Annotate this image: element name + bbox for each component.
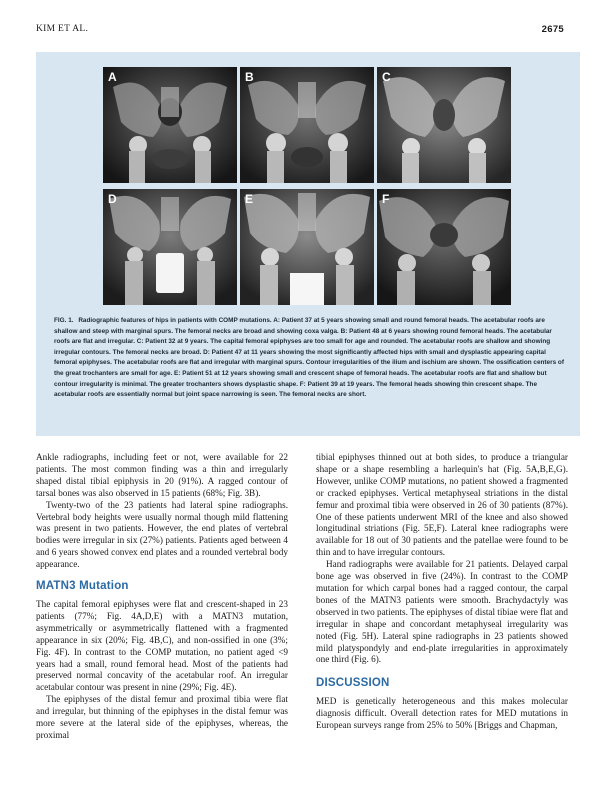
pelvis-xray-image: [377, 67, 511, 183]
figure-caption-label: FIG. 1.: [54, 317, 74, 324]
radiograph-panel-d: [103, 189, 237, 305]
left-column: [36, 452, 288, 742]
page-number: 2675: [541, 24, 564, 35]
panel-label-a: A: [108, 70, 117, 84]
paragraph: Ankle radiographs, including feet or not, were available for 22 patients. The most common finding was a thin and irregularly shaped distal tibial epiphysis in 20 (91%). A ragged contour of tarsal bones was also observed in 15 patients (68%; Fig. 3B).: [36, 452, 288, 498]
pelvis-xray-image: [240, 189, 374, 305]
panel-label-d: D: [108, 192, 117, 206]
paragraph: tibial epiphyses thinned out at both sides, to produce a triangular shape or a shape resembling a harlequin's hat (Fig. 5A,B,E,G). However, unlike COMP mutations, no patient showed a fragmented or cracked epiphyses. Vertical metaphyseal striations in the distal femur and proximal tibia were observed in 26 of 30 patients (87%). One of these patients underwent MRI of the knee and also showed longitudinal striations (Fig. 5E,F). Lateral knee radiographs were available for 18 out of 30 patients and the patellae were found to be thin and to have irregular contours.: [316, 452, 568, 558]
right-column: [316, 452, 568, 732]
paragraph: Twenty-two of the 23 patients had lateral spine radiographs. Vertebral body heights were usually normal though mild flattening was present in two patients. However, the end plates of vertebral bodies were irregular in six (27%) patients. Patients aged between 4 and 6 years showed convex end plates and a rounded vertebral body appearance.: [36, 499, 288, 570]
pelvis-xray-image: [103, 67, 237, 183]
radiograph-grid: [103, 67, 512, 305]
paragraph: The capital femoral epiphyses were flat and crescent-shaped in 23 patients (77%; Fig. 4A,D,E) with a MATN3 mutation, asymmetrically or asymmetrically flattened with a fragmented appearance in six (20%; Fig. 4B,C), and non-ossified in one (3%; Fig. 4F). In contrast to the COMP mutation, no patient aged <9 years had a small, round femoral head. Most of the patients had preserved normal concavity of the acetabular roof. An irregular acetabular contour was present in nine (29%; Fig. 4E).: [36, 598, 288, 693]
radiograph-panel-e: [240, 189, 374, 305]
running-head: [36, 24, 564, 38]
radiograph-panel-a: [103, 67, 237, 183]
figure-caption: [54, 316, 564, 401]
paragraph: Hand radiographs were available for 21 patients. Delayed carpal bone age was observed in five (24%). In contrast to the COMP mutation for which carpal bones had a ragged contour, the carpal bones of the MATN3 patients were smooth. Brachydactyly was observed in two patients. The epiphyses of distal tibiae were flat and irregular in shape and concordant metaphyseal irregularity was noted (Fig. 5H). Lateral spine radiographs in 23 patients showed mild platyspondyly and end-plate irregularities in approximately one third (Fig. 6).: [316, 559, 568, 665]
figure-caption-text: Radiographic features of hips in patients with COMP mutations. A: Patient 37 at 5 years showing small and round femoral heads. The acetabular roofs are shallow and steep with marginal spurs. The femoral necks are broad and showing coxa valga. B: Patient 48 at 6 years showing round femoral heads. The acetabular roofs are flat and irregular. C: Patient 32 at 9 years. The capital femoral epiphyses are too small for age and rounded. The acetabular roofs are shallow and showing irregular contours. The femoral necks are broad. D: Patient 47 at 11 years showing the most significantly affected hips with small and dysplastic appearing capital femoral epiphyses. The acetabular roofs are flat and irregular with marginal spurs. Contour irregularities of the ilium and ischium are shown. The ossification centers of the great trochanters are small for age. E: Patient 51 at 12 years showing small and crescent shape of femoral heads. The acetabular roofs are flat and shallow but contour irregularity is minimal. The greater trochanters shows dysplastic shape. F: Patient 39 at 19 years. The femoral heads showing thin crescent shape. The acetabular roofs are essentially normal but joint space narrowing is seen. The femoral necks are short.: [54, 317, 564, 399]
figure-1: [36, 52, 580, 436]
pelvis-xray-image: [240, 67, 374, 183]
paragraph: MED is genetically heterogeneous and this makes molecular diagnosis difficult. Overall detection rates for MED mutations in European surveys range from 25% to 50% [Briggs and Chapman,: [316, 696, 568, 731]
pelvis-xray-image: [377, 189, 511, 305]
pelvis-xray-image: [103, 189, 237, 305]
panel-label-b: B: [245, 70, 254, 84]
running-head-author: KIM ET AL.: [36, 24, 89, 34]
section-heading-discussion: DISCUSSION: [316, 677, 390, 690]
radiograph-panel-f: [377, 189, 511, 305]
radiograph-panel-c: [377, 67, 511, 183]
panel-label-f: F: [382, 192, 390, 206]
panel-label-e: E: [245, 192, 254, 206]
paragraph: The epiphyses of the distal femur and proximal tibia were flat and irregular, but thinning of the epiphyses in the distal femur was more severe at the lateral side of the epiphyses, whereas, the proximal: [36, 694, 288, 740]
section-heading-matn3: MATN3 Mutation: [36, 580, 129, 593]
panel-label-c: C: [382, 70, 391, 84]
radiograph-panel-b: [240, 67, 374, 183]
